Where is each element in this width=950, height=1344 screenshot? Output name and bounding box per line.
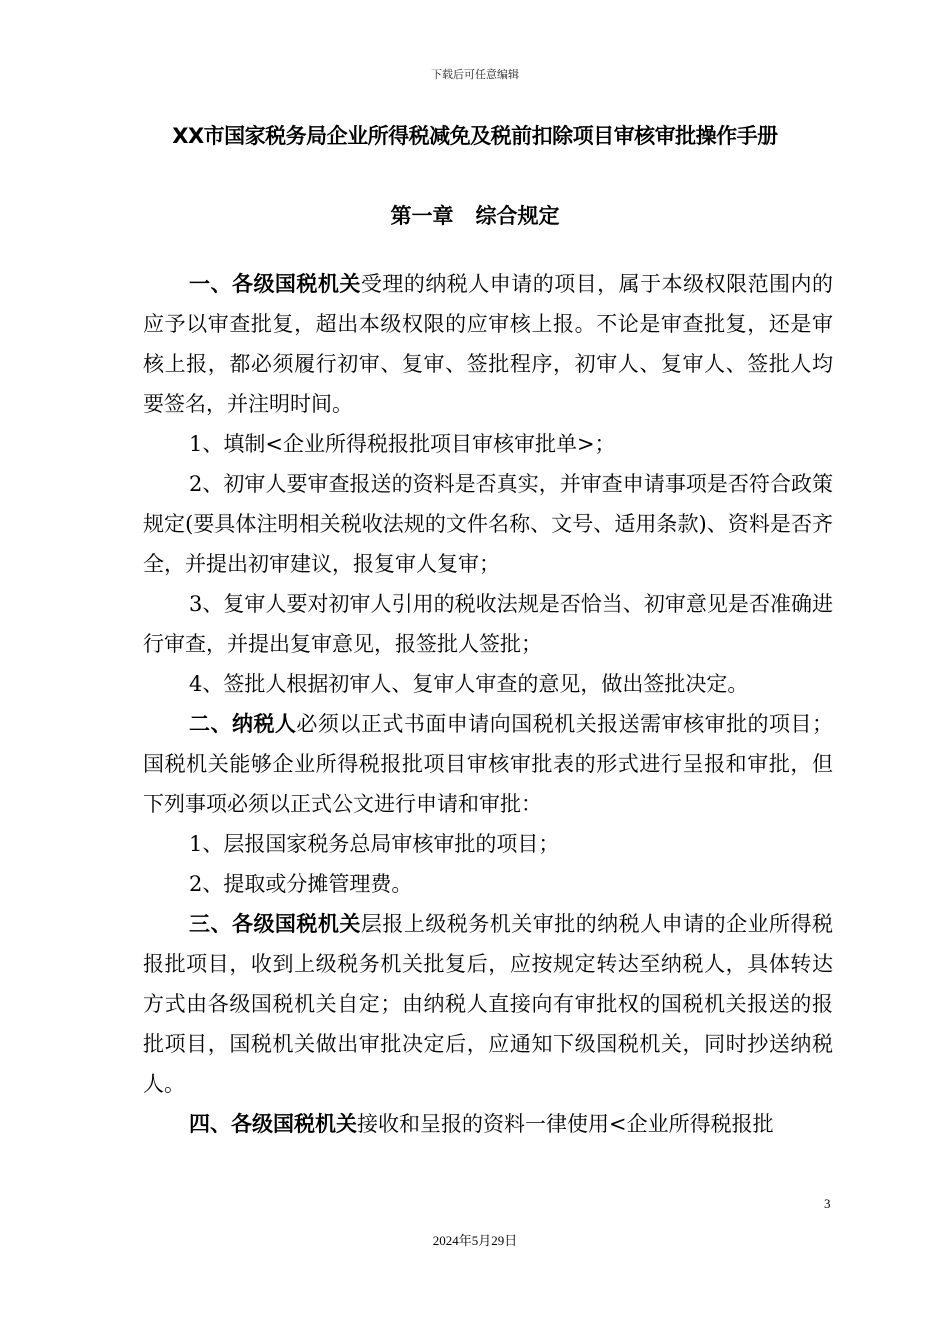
paragraph-text: 2、初审人要审查报送的资料是否真实，并审查申请事项是否符合政策规定(要具体注明相关税收法规的文件名称、文号、适用条款)、资料是否齐全，并提出初审建议，报复审人复审； xyxy=(143,472,833,576)
page-number: 3 xyxy=(824,1196,831,1211)
chapter-heading xyxy=(0,200,950,230)
header-note: 下载后可任意编辑 xyxy=(431,68,519,81)
paragraph xyxy=(143,664,833,704)
paragraph-text: 必须以正式书面申请向国税机关报送需审核审批的项目；国税机关能够企业所得税报批项目审核审批表的形式进行呈报和审批，但下列事项必须以正式公文进行申请和审批： xyxy=(143,712,834,816)
paragraph-text: 层报上级税务机关审批的纳税人申请的企业所得税报批项目，收到上级税务机关批复后，应按规定转达至纳税人，具体转达方式由各级国税机关自定；由纳税人直接向有审批权的国税机关报送的报批项目，国税机关做出审批决定后，应通知下级国税机关，同时抄送纳税人。 xyxy=(143,912,834,1096)
footer-date: 2024年5月29日 xyxy=(432,1233,518,1248)
paragraph xyxy=(143,904,833,1104)
paragraph-text: 3、复审人要对初审人引用的税收法规是否恰当、初审意见是否准确进行审查，并提出复审意见，报签批人签批； xyxy=(143,592,833,656)
paragraph xyxy=(143,704,833,824)
paragraph xyxy=(143,464,833,584)
chapter-number: 第一章 xyxy=(390,204,454,228)
paragraph xyxy=(143,584,833,664)
paragraph-text: 受理的纳税人申请的项目，属于本级权限范围内的应予以审查批复，超出本级权限的应审核上报。不论是审查批复，还是审核上报，都必须履行初审、复审、签批程序，初审人、复审人、签批人均要签名，并注明时间。 xyxy=(143,272,834,416)
paragraph-lead: 二、纳税人 xyxy=(189,712,297,736)
paragraph-lead: 三、各级国税机关 xyxy=(189,912,361,936)
document-body xyxy=(143,264,833,1144)
paragraph xyxy=(143,424,833,464)
paragraph xyxy=(143,1104,833,1144)
paragraph-lead: 四、各级国税机关 xyxy=(189,1112,357,1136)
paragraph-lead: 一、各级国税机关 xyxy=(189,272,361,296)
paragraph xyxy=(143,824,833,864)
paragraph-text: 接收和呈报的资料一律使用<企业所得税报批 xyxy=(357,1112,774,1136)
paragraph xyxy=(143,864,833,904)
paragraph xyxy=(143,264,833,424)
paragraph-text: 1、填制<企业所得税报批项目审核审批单>； xyxy=(189,432,616,456)
paragraph-text: 4、签批人根据初审人、复审人审查的意见，做出签批决定。 xyxy=(189,672,749,696)
paragraph-text: 1、层报国家税务总局审核审批的项目； xyxy=(189,832,560,856)
chapter-name: 综合规定 xyxy=(475,204,560,228)
paragraph-text: 2、提取或分摊管理费。 xyxy=(189,872,413,896)
document-title: XX市国家税务局企业所得税减免及税前扣除项目审核审批操作手册 xyxy=(172,124,778,148)
